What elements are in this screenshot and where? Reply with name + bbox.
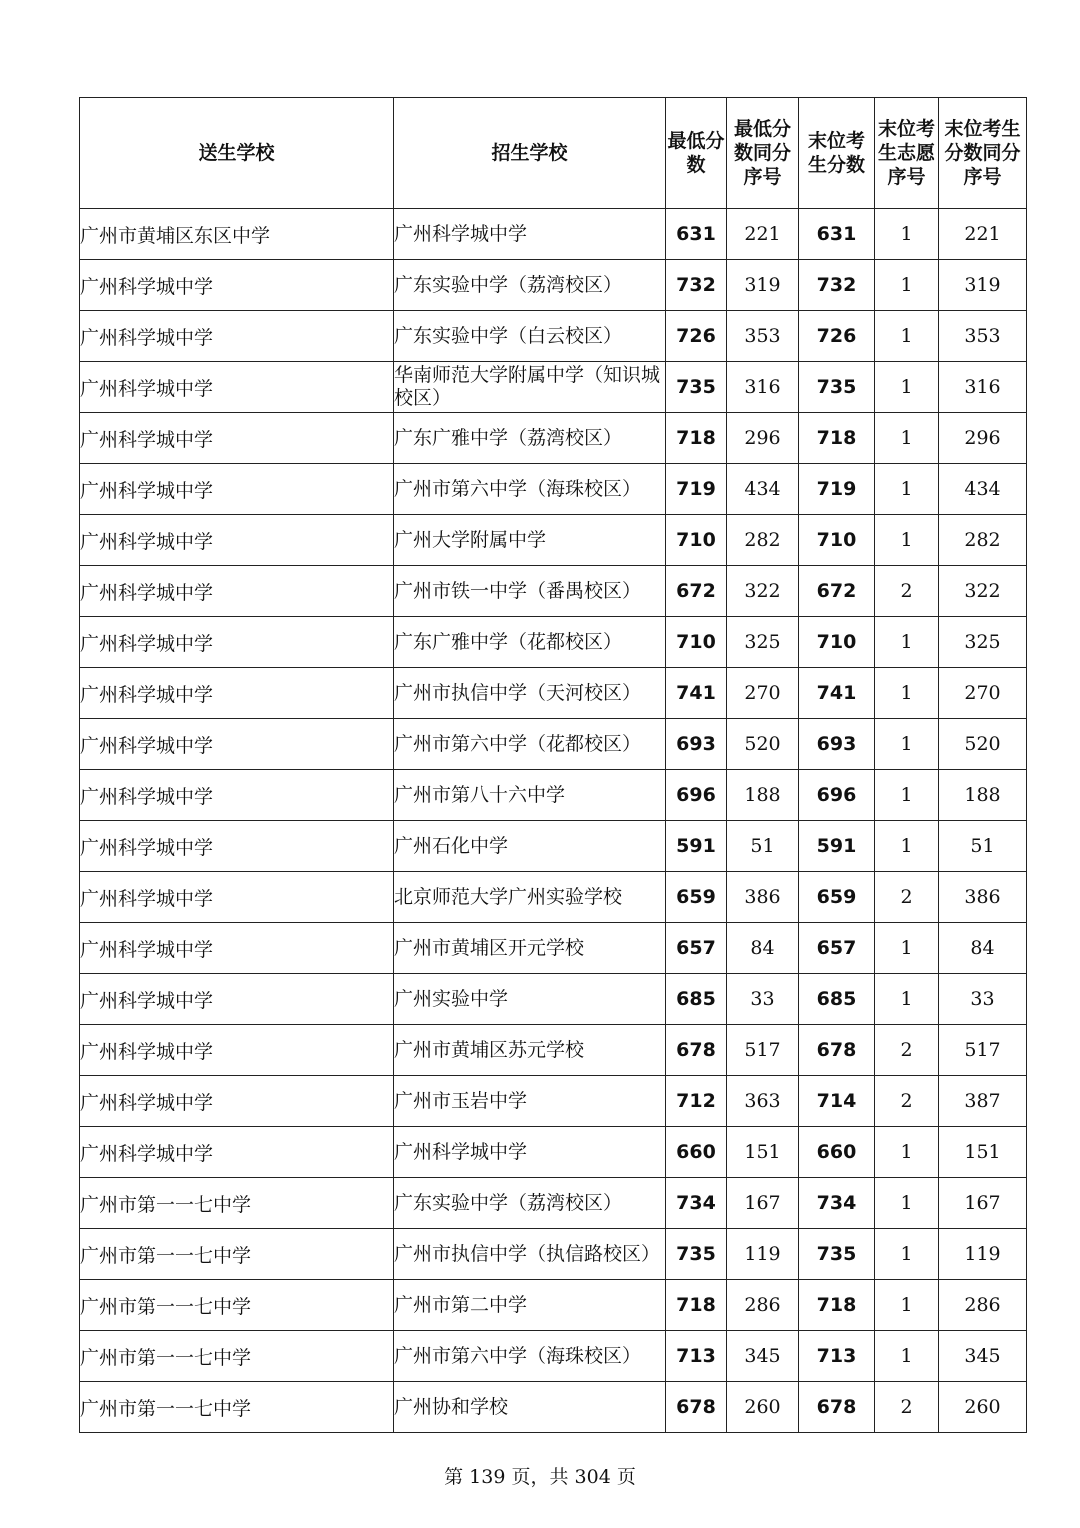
recv-school-cell: 广州市执信中学（天河校区） [394, 668, 666, 719]
min-score-cell: 657 [666, 923, 727, 974]
last-wish-cell: 1 [875, 464, 939, 515]
send-school-cell: 广州科学城中学 [80, 872, 394, 923]
last-wish-cell: 2 [875, 1076, 939, 1127]
last-wish-cell: 1 [875, 1331, 939, 1382]
last-rank-cell: 51 [939, 821, 1027, 872]
min-rank-cell: 322 [727, 566, 799, 617]
recv-school-cell: 广州科学城中学 [394, 1127, 666, 1178]
last-rank-cell: 322 [939, 566, 1027, 617]
last-score-cell: 718 [799, 1280, 875, 1331]
recv-school-cell: 广州协和学校 [394, 1382, 666, 1433]
min-score-cell: 672 [666, 566, 727, 617]
header-last-wish: 末位考生志愿序号 [875, 98, 939, 209]
last-score-cell: 735 [799, 362, 875, 413]
last-rank-cell: 119 [939, 1229, 1027, 1280]
send-school-cell: 广州科学城中学 [80, 464, 394, 515]
send-school-cell: 广州科学城中学 [80, 566, 394, 617]
last-wish-cell: 2 [875, 566, 939, 617]
min-score-cell: 710 [666, 515, 727, 566]
min-rank-cell: 270 [727, 668, 799, 719]
table-row [80, 566, 1027, 617]
min-score-cell: 693 [666, 719, 727, 770]
min-rank-cell: 188 [727, 770, 799, 821]
min-rank-cell: 296 [727, 413, 799, 464]
min-rank-cell: 325 [727, 617, 799, 668]
table-row [80, 821, 1027, 872]
table-row [80, 1127, 1027, 1178]
send-school-cell: 广州科学城中学 [80, 413, 394, 464]
last-rank-cell: 286 [939, 1280, 1027, 1331]
last-wish-cell: 1 [875, 362, 939, 413]
min-rank-cell: 520 [727, 719, 799, 770]
min-score-cell: 678 [666, 1382, 727, 1433]
min-score-cell: 685 [666, 974, 727, 1025]
last-wish-cell: 1 [875, 209, 939, 260]
recv-school-cell: 广州市第六中学（海珠校区） [394, 464, 666, 515]
last-wish-cell: 1 [875, 668, 939, 719]
min-score-cell: 631 [666, 209, 727, 260]
last-wish-cell: 1 [875, 923, 939, 974]
last-wish-cell: 1 [875, 1127, 939, 1178]
last-score-cell: 735 [799, 1229, 875, 1280]
table-row [80, 617, 1027, 668]
last-score-cell: 693 [799, 719, 875, 770]
recv-school-cell: 广州市第六中学（海珠校区） [394, 1331, 666, 1382]
last-wish-cell: 1 [875, 821, 939, 872]
header-send-school: 送生学校 [80, 98, 394, 209]
min-score-cell: 741 [666, 668, 727, 719]
table-header-row [80, 98, 1027, 209]
last-score-cell: 678 [799, 1025, 875, 1076]
send-school-cell: 广州科学城中学 [80, 1025, 394, 1076]
header-min-score: 最低分数 [666, 98, 727, 209]
last-rank-cell: 517 [939, 1025, 1027, 1076]
last-rank-cell: 387 [939, 1076, 1027, 1127]
recv-school-cell: 广东广雅中学（荔湾校区） [394, 413, 666, 464]
table-row [80, 872, 1027, 923]
last-wish-cell: 1 [875, 311, 939, 362]
send-school-cell: 广州科学城中学 [80, 719, 394, 770]
last-rank-cell: 319 [939, 260, 1027, 311]
recv-school-cell: 广州科学城中学 [394, 209, 666, 260]
send-school-cell: 广州市第一一七中学 [80, 1331, 394, 1382]
last-wish-cell: 1 [875, 413, 939, 464]
min-rank-cell: 119 [727, 1229, 799, 1280]
page-footer: 第 139 页，共 304 页 [444, 1466, 636, 1488]
recv-school-cell: 广州大学附属中学 [394, 515, 666, 566]
table-row [80, 464, 1027, 515]
table-row [80, 260, 1027, 311]
table-row [80, 1178, 1027, 1229]
min-score-cell: 678 [666, 1025, 727, 1076]
send-school-cell: 广州科学城中学 [80, 821, 394, 872]
last-score-cell: 672 [799, 566, 875, 617]
min-rank-cell: 282 [727, 515, 799, 566]
min-score-cell: 659 [666, 872, 727, 923]
last-score-cell: 678 [799, 1382, 875, 1433]
send-school-cell: 广州科学城中学 [80, 770, 394, 821]
min-rank-cell: 386 [727, 872, 799, 923]
last-rank-cell: 316 [939, 362, 1027, 413]
last-score-cell: 659 [799, 872, 875, 923]
table-row [80, 515, 1027, 566]
min-rank-cell: 260 [727, 1382, 799, 1433]
send-school-cell: 广州市黄埔区东区中学 [80, 209, 394, 260]
last-score-cell: 660 [799, 1127, 875, 1178]
last-wish-cell: 1 [875, 260, 939, 311]
min-rank-cell: 363 [727, 1076, 799, 1127]
recv-school-cell: 广东实验中学（荔湾校区） [394, 260, 666, 311]
last-wish-cell: 1 [875, 1178, 939, 1229]
header-last-score: 末位考生分数 [799, 98, 875, 209]
min-rank-cell: 319 [727, 260, 799, 311]
min-score-cell: 735 [666, 362, 727, 413]
last-wish-cell: 1 [875, 1229, 939, 1280]
min-rank-cell: 286 [727, 1280, 799, 1331]
last-score-cell: 696 [799, 770, 875, 821]
header-recv-school: 招生学校 [394, 98, 666, 209]
min-rank-cell: 33 [727, 974, 799, 1025]
min-rank-cell: 51 [727, 821, 799, 872]
table-row [80, 719, 1027, 770]
last-rank-cell: 151 [939, 1127, 1027, 1178]
last-rank-cell: 221 [939, 209, 1027, 260]
send-school-cell: 广州科学城中学 [80, 1076, 394, 1127]
last-rank-cell: 33 [939, 974, 1027, 1025]
last-rank-cell: 84 [939, 923, 1027, 974]
table-row [80, 1280, 1027, 1331]
min-score-cell: 718 [666, 1280, 727, 1331]
send-school-cell: 广州科学城中学 [80, 515, 394, 566]
recv-school-cell: 广州市玉岩中学 [394, 1076, 666, 1127]
recv-school-cell: 广东实验中学（荔湾校区） [394, 1178, 666, 1229]
min-score-cell: 660 [666, 1127, 727, 1178]
last-rank-cell: 520 [939, 719, 1027, 770]
recv-school-cell: 广州市第六中学（花都校区） [394, 719, 666, 770]
min-score-cell: 591 [666, 821, 727, 872]
min-rank-cell: 517 [727, 1025, 799, 1076]
table-row [80, 311, 1027, 362]
last-score-cell: 726 [799, 311, 875, 362]
send-school-cell: 广州市第一一七中学 [80, 1178, 394, 1229]
last-wish-cell: 1 [875, 515, 939, 566]
send-school-cell: 广州科学城中学 [80, 260, 394, 311]
table-row [80, 1229, 1027, 1280]
min-rank-cell: 84 [727, 923, 799, 974]
last-wish-cell: 1 [875, 719, 939, 770]
last-score-cell: 719 [799, 464, 875, 515]
last-rank-cell: 188 [939, 770, 1027, 821]
recv-school-cell: 华南师范大学附属中学（知识城校区） [394, 362, 666, 413]
min-score-cell: 735 [666, 1229, 727, 1280]
table-row [80, 362, 1027, 413]
last-score-cell: 714 [799, 1076, 875, 1127]
send-school-cell: 广州科学城中学 [80, 923, 394, 974]
last-score-cell: 591 [799, 821, 875, 872]
min-score-cell: 734 [666, 1178, 727, 1229]
last-score-cell: 734 [799, 1178, 875, 1229]
recv-school-cell: 广州市第二中学 [394, 1280, 666, 1331]
last-wish-cell: 2 [875, 1382, 939, 1433]
recv-school-cell: 广州市第八十六中学 [394, 770, 666, 821]
send-school-cell: 广州科学城中学 [80, 362, 394, 413]
table-row [80, 1382, 1027, 1433]
header-min-rank: 最低分数同分序号 [727, 98, 799, 209]
last-rank-cell: 167 [939, 1178, 1027, 1229]
min-score-cell: 719 [666, 464, 727, 515]
table-row [80, 209, 1027, 260]
recv-school-cell: 广州实验中学 [394, 974, 666, 1025]
min-score-cell: 713 [666, 1331, 727, 1382]
last-score-cell: 631 [799, 209, 875, 260]
min-rank-cell: 316 [727, 362, 799, 413]
last-wish-cell: 2 [875, 1025, 939, 1076]
recv-school-cell: 广东广雅中学（花都校区） [394, 617, 666, 668]
last-rank-cell: 345 [939, 1331, 1027, 1382]
recv-school-cell: 广州石化中学 [394, 821, 666, 872]
last-wish-cell: 1 [875, 770, 939, 821]
last-wish-cell: 2 [875, 872, 939, 923]
send-school-cell: 广州科学城中学 [80, 617, 394, 668]
send-school-cell: 广州市第一一七中学 [80, 1382, 394, 1433]
recv-school-cell: 广州市黄埔区开元学校 [394, 923, 666, 974]
send-school-cell: 广州科学城中学 [80, 668, 394, 719]
recv-school-cell: 北京师范大学广州实验学校 [394, 872, 666, 923]
send-school-cell: 广州科学城中学 [80, 974, 394, 1025]
last-score-cell: 713 [799, 1331, 875, 1382]
recv-school-cell: 广州市黄埔区苏元学校 [394, 1025, 666, 1076]
min-score-cell: 696 [666, 770, 727, 821]
last-score-cell: 732 [799, 260, 875, 311]
last-rank-cell: 282 [939, 515, 1027, 566]
min-rank-cell: 167 [727, 1178, 799, 1229]
table-row [80, 413, 1027, 464]
send-school-cell: 广州科学城中学 [80, 311, 394, 362]
last-score-cell: 657 [799, 923, 875, 974]
header-last-rank: 末位考生分数同分序号 [939, 98, 1027, 209]
last-rank-cell: 325 [939, 617, 1027, 668]
min-score-cell: 712 [666, 1076, 727, 1127]
last-rank-cell: 270 [939, 668, 1027, 719]
min-rank-cell: 434 [727, 464, 799, 515]
min-rank-cell: 151 [727, 1127, 799, 1178]
min-score-cell: 718 [666, 413, 727, 464]
last-rank-cell: 260 [939, 1382, 1027, 1433]
last-rank-cell: 386 [939, 872, 1027, 923]
recv-school-cell: 广东实验中学（白云校区） [394, 311, 666, 362]
send-school-cell: 广州市第一一七中学 [80, 1280, 394, 1331]
min-score-cell: 726 [666, 311, 727, 362]
last-wish-cell: 1 [875, 1280, 939, 1331]
last-score-cell: 741 [799, 668, 875, 719]
min-score-cell: 732 [666, 260, 727, 311]
min-rank-cell: 353 [727, 311, 799, 362]
last-wish-cell: 1 [875, 617, 939, 668]
last-score-cell: 718 [799, 413, 875, 464]
min-score-cell: 710 [666, 617, 727, 668]
last-rank-cell: 296 [939, 413, 1027, 464]
admission-score-table [79, 97, 1027, 1433]
min-rank-cell: 345 [727, 1331, 799, 1382]
last-score-cell: 710 [799, 515, 875, 566]
table-body [80, 209, 1027, 1433]
table-row [80, 668, 1027, 719]
send-school-cell: 广州科学城中学 [80, 1127, 394, 1178]
last-rank-cell: 353 [939, 311, 1027, 362]
last-rank-cell: 434 [939, 464, 1027, 515]
last-wish-cell: 1 [875, 974, 939, 1025]
send-school-cell: 广州市第一一七中学 [80, 1229, 394, 1280]
table-row [80, 974, 1027, 1025]
recv-school-cell: 广州市执信中学（执信路校区） [394, 1229, 666, 1280]
last-score-cell: 710 [799, 617, 875, 668]
table-row [80, 1331, 1027, 1382]
table-row [80, 1076, 1027, 1127]
table-row [80, 1025, 1027, 1076]
recv-school-cell: 广州市铁一中学（番禺校区） [394, 566, 666, 617]
table-row [80, 923, 1027, 974]
table-row [80, 770, 1027, 821]
last-score-cell: 685 [799, 974, 875, 1025]
min-rank-cell: 221 [727, 209, 799, 260]
